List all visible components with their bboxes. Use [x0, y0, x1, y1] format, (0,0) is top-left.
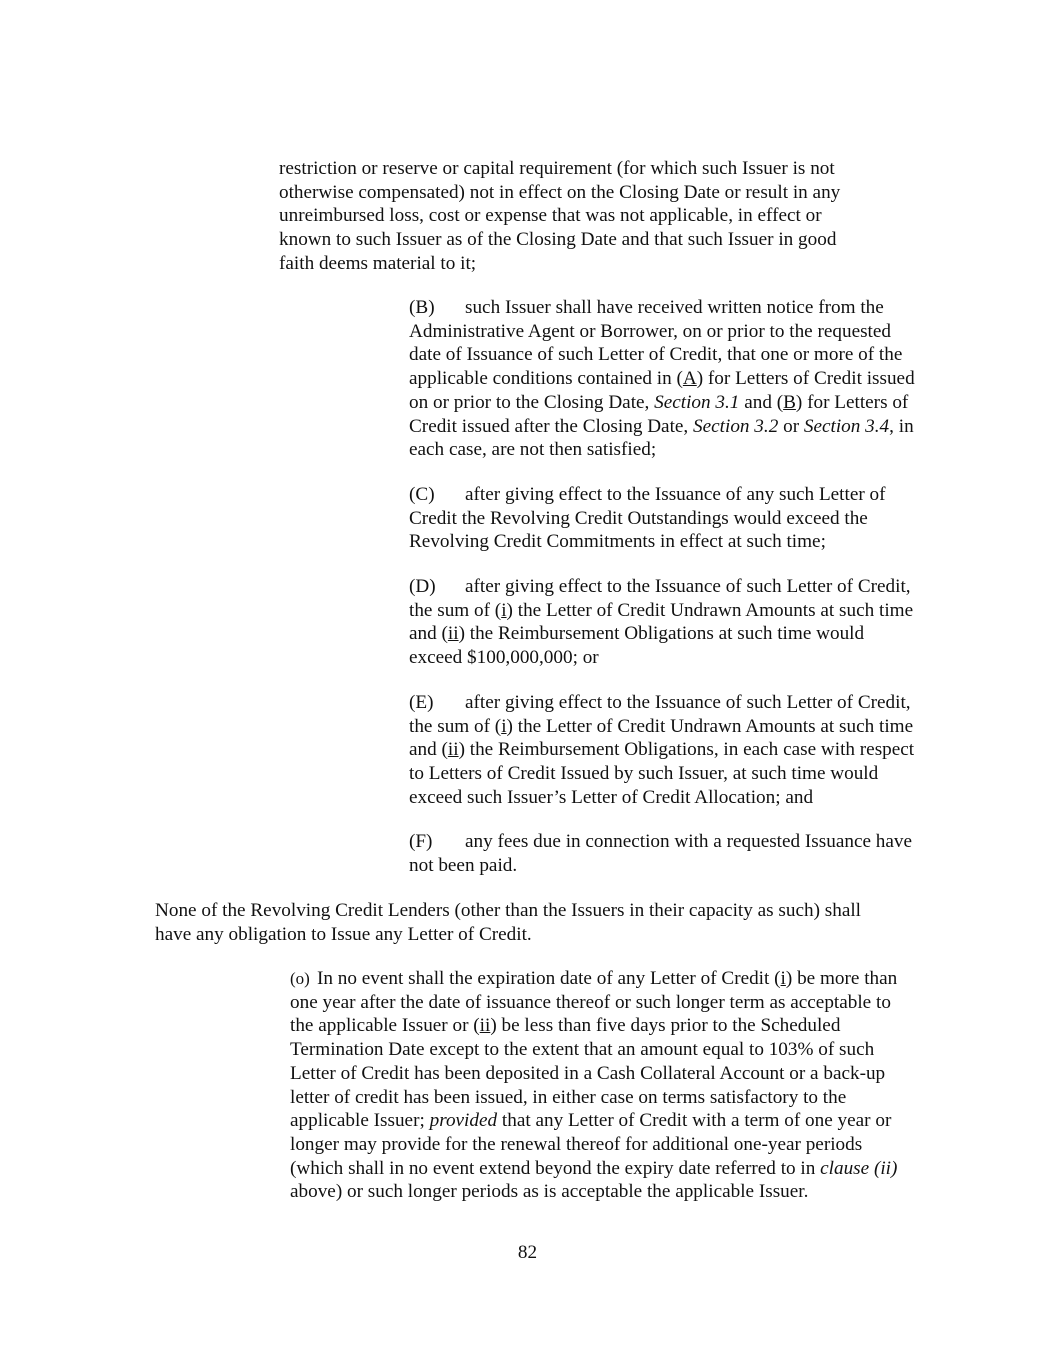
clause-c — [279, 483, 919, 554]
intro-continuation — [279, 157, 919, 276]
ref-ii: ii — [447, 739, 459, 761]
intro-line: known to such Issuer as of the Closing Date and that such Issuer in good — [279, 229, 837, 251]
clause-f-label: (F) — [409, 831, 433, 852]
clause-e-label: (E) — [409, 692, 434, 713]
clause-e-text: (E) after giving effect to the Issuance of such Letter of Credit, the sum of (i) the Letter of Credit Undrawn Amounts at such time and (ii) the Reimbursement Obligations, in each case with respect to Letters of Credit Issued by such Issuer, at such time would exceed such Issuer’s Letter of Credit Allocation; and — [409, 692, 915, 808]
clause-ii-ref: clause (ii) — [820, 1157, 898, 1179]
paragraph-o — [155, 967, 900, 1204]
none-paragraph — [155, 899, 880, 946]
ref-i: i — [501, 715, 507, 737]
clause-c-label: (C) — [409, 484, 435, 505]
clause-d-text: (D) after giving effect to the Issuance of such Letter of Credit, the sum of (i) the Letter of Credit Undrawn Amounts at such time and (ii) the Reimbursement Obligations at such time would exceed $100,000,000; or — [409, 576, 914, 669]
clause-b-label: (B) — [409, 297, 435, 318]
clause-b — [279, 296, 919, 462]
provided-term: provided — [429, 1110, 498, 1132]
section-3-1: Section 3.1 — [654, 391, 740, 413]
none-paragraph-text: None of the Revolving Credit Lenders (other than the Issuers in their capacity as such) shall have any obligation to Issue any Letter of Credit. — [155, 900, 862, 945]
ref-i: i — [501, 599, 507, 621]
section-3-2: Section 3.2 — [693, 415, 779, 437]
clause-d-label: (D) — [409, 576, 436, 597]
clause-b-text: (B) such Issuer shall have received written notice from the Administrative Agent or Borrower, on or prior to the requested date of Issuance of such Letter of Credit, that one or more of the applicable conditions contained in (A) for Letters of Credit issued on or prior to the Closing Date, Section 3.1 and (B) for Letters of Credit issued after the Closing Date, Section 3.2 or Section 3.4, in each case, are not then satisfied; — [409, 297, 915, 461]
clause-d — [279, 575, 919, 670]
clause-c-text: (C) after giving effect to the Issuance of any such Letter of Credit the Revolving Credit Outstandings would exceed the Revolving Credit Commitments in effect at such time; — [409, 484, 886, 553]
ref-ii: ii — [479, 1015, 491, 1037]
clause-f — [279, 830, 919, 877]
section-3-4: Section 3.4 — [803, 415, 890, 437]
intro-line: otherwise compensated) not in effect on the Closing Date or result in any — [279, 181, 841, 203]
ref-i: i — [780, 968, 786, 989]
intro-line: restriction or reserve or capital requirement (for which such Issuer is not — [279, 158, 835, 179]
clause-e — [279, 691, 919, 810]
ref-ii: ii — [447, 623, 459, 645]
paragraph-o-text: (o) In no event shall the expiration date of any Letter of Credit (i) be more than one year after the date of issuance thereof or such longer term as acceptable to the applicable Issuer or (ii) be less than five days prior to the Scheduled Termination Date except to the extent that an amount equal to 103% of such Letter of Credit has been deposited in a Cash Collateral Account or a back-up letter of credit has been issued, in either case on terms satisfactory to the applicable Issuer; provided that any Letter of Credit with a term of one year or longer may provide for the renewal thereof for additional one-year periods (which shall in no event extend beyond the expiry date referred to in clause (ii) above) or such longer periods as is acceptable the applicable Issuer. — [290, 968, 898, 1203]
ref-a: A — [682, 368, 697, 390]
ref-b: B — [783, 391, 796, 413]
page-number: 82 — [517, 1242, 538, 1263]
paragraph-o-label: (o) — [290, 969, 310, 988]
intro-line: faith deems material to it; — [279, 252, 477, 274]
clause-f-text: (F) any fees due in connection with a requested Issuance have not been paid. — [409, 831, 912, 876]
intro-line: unreimbursed loss, cost or expense that was not applicable, in effect or — [279, 205, 822, 227]
